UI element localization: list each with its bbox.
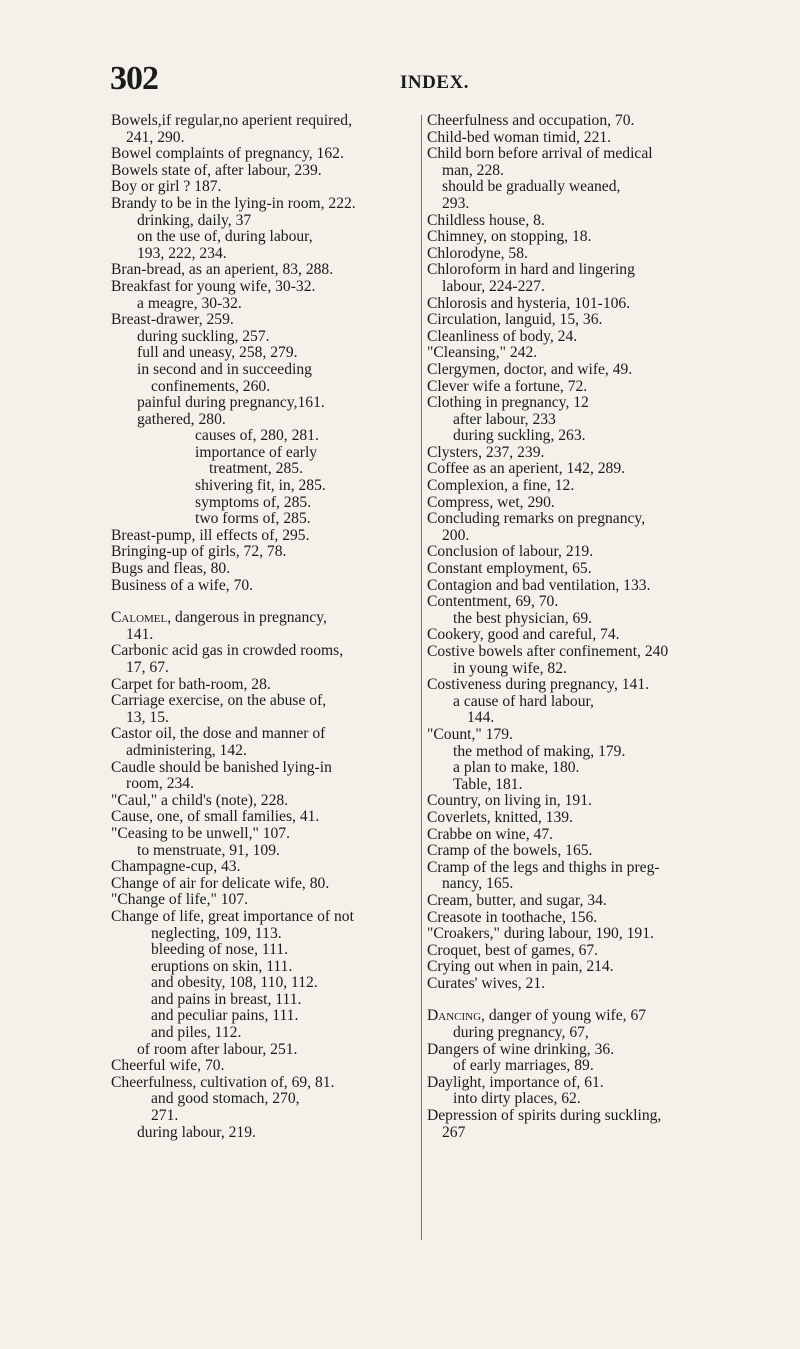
index-entry: Breakfast for young wife, 30-32. (111, 277, 316, 295)
index-entry: administering, 142. (126, 741, 247, 759)
index-entry: 144. (467, 709, 495, 727)
page-number: 302 (110, 60, 158, 97)
index-entry: Contagion and bad ventilation, 133. (427, 576, 651, 594)
index-entry: Bowels,if regular,no aperient required, (111, 112, 352, 129)
index-entry: Dancing, danger of young wife, 67 (427, 1007, 647, 1025)
index-entry: Brandy to be in the lying-in room, 222. (111, 194, 356, 212)
index-entry: to menstruate, 91, 109. (137, 841, 280, 859)
index-entry: two forms of, 285. (195, 510, 311, 528)
index-entry: man, 228. (442, 161, 504, 179)
index-entry: "Ceasing to be unwell," 107. (111, 824, 291, 842)
index-entry: eruptions on skin, 111. (151, 957, 293, 975)
index-entry: full and uneasy, 258, 279. (137, 344, 298, 362)
index-entry: and piles, 112. (151, 1024, 242, 1042)
index-entry: symptoms of, 285. (195, 493, 312, 511)
index-entry: Table, 181. (453, 775, 523, 793)
index-entry: causes of, 280, 281. (195, 427, 319, 445)
index-entry: Circulation, languid, 15, 36. (427, 311, 603, 329)
index-entry: Depression of spirits during suckling, (427, 1107, 662, 1125)
index-entry: painful during pregnancy,161. (137, 394, 325, 412)
index-entry: Child born before arrival of medical (427, 145, 653, 163)
index-entry: Bugs and fleas, 80. (111, 560, 231, 578)
index-entry: Cramp of the bowels, 165. (427, 842, 593, 860)
index-entry: treatment, 285. (209, 460, 303, 478)
index-entry: Child-bed woman timid, 221. (427, 128, 612, 146)
index-entry: Country, on living in, 191. (427, 792, 592, 810)
index-entry: Chlorosis and hysteria, 101-106. (427, 294, 631, 312)
index-entry: into dirty places, 62. (453, 1090, 581, 1108)
index-entry: and peculiar pains, 111. (151, 1007, 299, 1025)
index-entry: Cheerfulness, cultivation of, 69, 81. (111, 1073, 335, 1091)
index-entry: in second and in succeeding (137, 360, 312, 378)
index-entry: a meagre, 30-32. (137, 294, 242, 312)
index-entry: Change of air for delicate wife, 80. (111, 874, 330, 892)
index-entry: 293. (442, 194, 470, 212)
index-entry: a plan to make, 180. (453, 759, 580, 777)
section-gap (111, 594, 417, 610)
index-entry: Carriage exercise, on the abuse of, (111, 692, 327, 710)
index-entry: 200. (442, 526, 470, 544)
index-entry: "Count," 179. (427, 725, 513, 743)
index-entry: should be gradually weaned, (442, 178, 621, 196)
section-gap (427, 992, 757, 1008)
index-entry: 17, 67. (126, 659, 169, 676)
index-entry: Curates' wives, 21. (427, 974, 546, 992)
index-entry: Crying out when in pain, 214. (427, 958, 614, 976)
index-entry: Daylight, importance of, 61. (427, 1073, 604, 1091)
index-entry: Cookery, good and careful, 74. (427, 626, 620, 644)
index-entry: Creasote in toothache, 156. (427, 908, 598, 926)
index-entry: Coverlets, knitted, 139. (427, 808, 573, 826)
index-entry: nancy, 165. (442, 875, 514, 893)
index-entry: Boy or girl ? 187. (111, 178, 222, 196)
index-entry: labour, 224-227. (442, 277, 545, 295)
index-entry: Contentment, 69, 70. (427, 593, 559, 611)
index-entry: Carbonic acid gas in crowded rooms, (111, 642, 344, 660)
index-entry: Champagne-cup, 43. (111, 858, 241, 876)
index-entry: Complexion, a fine, 12. (427, 477, 575, 495)
index-entry: "Cleansing," 242. (427, 344, 538, 362)
index-entry: Change of life, great importance of not (111, 907, 354, 925)
index-entry: Costiveness during pregnancy, 141. (427, 676, 650, 694)
page-header (0, 60, 800, 110)
index-entry: 267 (442, 1123, 466, 1141)
index-entry: Constant employment, 65. (427, 560, 592, 578)
index-entry: Childless house, 8. (427, 211, 545, 229)
index-entry: Breast-pump, ill effects of, 295. (111, 526, 310, 544)
index-entry: room, 234. (126, 775, 195, 793)
index-entry: a cause of hard labour, (453, 692, 594, 710)
left-index-column (111, 113, 417, 1141)
index-entry: Clergymen, doctor, and wife, 49. (427, 360, 633, 378)
index-entry: during labour, 219. (137, 1123, 256, 1141)
index-entry: shivering fit, in, 285. (195, 477, 326, 495)
index-entry: 193, 222, 234. (137, 244, 227, 262)
index-entry: confinements, 260. (151, 377, 271, 395)
index-entry: Cheerfulness and occupation, 70. (427, 112, 635, 129)
index-entry: Dangers of wine drinking, 36. (427, 1040, 615, 1058)
index-entry: on the use of, during labour, (137, 228, 313, 246)
index-entry: Coffee as an aperient, 142, 289. (427, 460, 626, 478)
page-title: INDEX. (400, 72, 469, 93)
index-entry: gathered, 280. (137, 410, 226, 428)
index-entry: Concluding remarks on pregnancy, (427, 510, 646, 528)
index-entry: 13, 15. (126, 708, 169, 726)
index-entry: Cream, butter, and sugar, 34. (427, 891, 607, 909)
index-entry: during suckling, 263. (453, 427, 586, 445)
index-entry: Clothing in pregnancy, 12 (427, 394, 589, 412)
index-entry: Chimney, on stopping, 18. (427, 228, 592, 246)
index-entry: Croquet, best of games, 67. (427, 941, 599, 959)
index-entry: Conclusion of labour, 219. (427, 543, 594, 561)
index-entry: Crabbe on wine, 47. (427, 825, 554, 843)
index-entry: in young wife, 82. (453, 659, 567, 677)
index-entry: the best physician, 69. (453, 609, 593, 627)
index-entry: and good stomach, 270, (151, 1090, 300, 1108)
index-entry: Bran-bread, as an aperient, 83, 288. (111, 261, 334, 279)
index-entry: Chloroform in hard and lingering (427, 261, 635, 279)
index-entry: Calomel, dangerous in pregnancy, (111, 609, 327, 627)
index-entry: Cramp of the legs and thighs in preg- (427, 858, 660, 876)
index-entry: during pregnancy, 67, (453, 1024, 589, 1042)
index-entry: of room after labour, 251. (137, 1040, 298, 1058)
index-entry: Bowel complaints of pregnancy, 162. (111, 145, 344, 163)
index-entry: neglecting, 109, 113. (151, 924, 282, 942)
index-entry: 141. (126, 625, 154, 643)
index-entry: "Caul," a child's (note), 228. (111, 791, 289, 809)
index-entry: Carpet for bath-room, 28. (111, 675, 271, 693)
index-entry: "Change of life," 107. (111, 891, 249, 909)
index-entry: Clever wife a fortune, 72. (427, 377, 588, 395)
index-entry: Cleanliness of body, 24. (427, 327, 578, 345)
index-entry: Caudle should be banished lying-in (111, 758, 332, 776)
index-entry: of early marriages, 89. (453, 1057, 594, 1075)
index-entry: Compress, wet, 290. (427, 493, 555, 511)
index-entry: after labour, 233 (453, 410, 556, 428)
index-entry: 271. (151, 1107, 179, 1125)
column-divider (421, 115, 422, 1240)
index-entry: the method of making, 179. (453, 742, 626, 760)
index-entry: and pains in breast, 111. (151, 990, 302, 1008)
index-entry: Bowels state of, after labour, 239. (111, 161, 322, 179)
index-entry: during suckling, 257. (137, 327, 270, 345)
index-entry: Clysters, 237, 239. (427, 443, 545, 461)
right-index-column (427, 113, 757, 1141)
index-entry: bleeding of nose, 111. (151, 941, 288, 959)
index-entry: drinking, daily, 37 (137, 211, 252, 229)
index-entry: Castor oil, the dose and manner of (111, 725, 326, 743)
index-entry: Costive bowels after confinement, 240 (427, 643, 669, 660)
index-entry: Cheerful wife, 70. (111, 1057, 225, 1075)
index-entry: importance of early (195, 443, 318, 461)
index-entry: Cause, one, of small families, 41. (111, 808, 320, 826)
index-entry: Bringing-up of girls, 72, 78. (111, 543, 287, 561)
index-entry: Breast-drawer, 259. (111, 311, 234, 329)
index-entry: and obesity, 108, 110, 112. (151, 974, 318, 992)
index-entry: Chlorodyne, 58. (427, 244, 528, 262)
index-entry: 241, 290. (126, 128, 185, 146)
index-entry: Business of a wife, 70. (111, 576, 254, 594)
index-entry: "Croakers," during labour, 190, 191. (427, 925, 654, 943)
